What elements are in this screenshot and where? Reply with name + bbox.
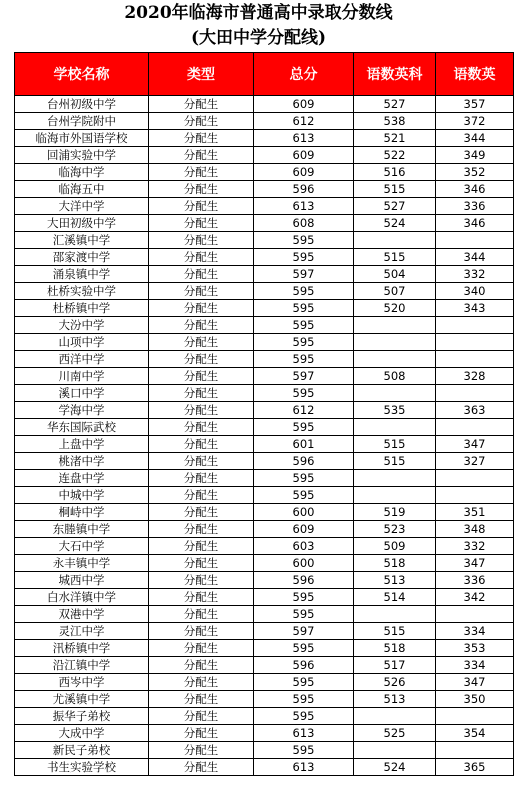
- total-score-cell: 595: [254, 742, 354, 759]
- chn-math-eng-cell: 342: [436, 589, 514, 606]
- total-score-cell: 595: [254, 283, 354, 300]
- school-name-cell: 邵家渡中学: [15, 249, 149, 266]
- school-name-cell: 临海五中: [15, 181, 149, 198]
- school-name-cell: 书生实验学校: [15, 759, 149, 776]
- chn-math-eng-sci-cell: [354, 742, 436, 759]
- table-row: [15, 283, 514, 300]
- type-cell: 分配生: [149, 283, 254, 300]
- table-row: [15, 657, 514, 674]
- chn-math-eng-sci-cell: [354, 385, 436, 402]
- school-name-cell: 山项中学: [15, 334, 149, 351]
- chn-math-eng-cell: 336: [436, 572, 514, 589]
- table-row: [15, 300, 514, 317]
- total-score-cell: 596: [254, 572, 354, 589]
- total-score-cell: 612: [254, 402, 354, 419]
- chn-math-eng-sci-cell: [354, 708, 436, 725]
- table-row: [15, 130, 514, 147]
- type-cell: 分配生: [149, 385, 254, 402]
- school-name-cell: 城西中学: [15, 572, 149, 589]
- type-cell: 分配生: [149, 572, 254, 589]
- chn-math-eng-sci-cell: 515: [354, 453, 436, 470]
- chn-math-eng-sci-cell: 524: [354, 215, 436, 232]
- total-score-cell: 595: [254, 487, 354, 504]
- total-score-cell: 609: [254, 147, 354, 164]
- total-score-cell: 609: [254, 96, 354, 113]
- chn-math-eng-sci-cell: [354, 606, 436, 623]
- school-name-cell: 新民子弟校: [15, 742, 149, 759]
- chn-math-eng-sci-cell: 513: [354, 691, 436, 708]
- table-row: [15, 453, 514, 470]
- school-name-cell: 白水洋镇中学: [15, 589, 149, 606]
- total-score-cell: 595: [254, 708, 354, 725]
- total-score-cell: 613: [254, 725, 354, 742]
- chn-math-eng-sci-cell: [354, 487, 436, 504]
- chn-math-eng-cell: 332: [436, 538, 514, 555]
- chn-math-eng-cell: 354: [436, 725, 514, 742]
- total-score-cell: 595: [254, 589, 354, 606]
- chn-math-eng-cell: 351: [436, 504, 514, 521]
- chn-math-eng-sci-cell: 520: [354, 300, 436, 317]
- chn-math-eng-cell: 334: [436, 623, 514, 640]
- total-score-cell: 600: [254, 504, 354, 521]
- type-cell: 分配生: [149, 215, 254, 232]
- chn-math-eng-sci-cell: 515: [354, 436, 436, 453]
- table-row: [15, 113, 514, 130]
- chn-math-eng-cell: [436, 487, 514, 504]
- table-row: [15, 640, 514, 657]
- type-cell: 分配生: [149, 113, 254, 130]
- type-cell: 分配生: [149, 351, 254, 368]
- type-cell: 分配生: [149, 487, 254, 504]
- table-row: [15, 334, 514, 351]
- table-row: [15, 623, 514, 640]
- chn-math-eng-cell: 350: [436, 691, 514, 708]
- score-table: [14, 52, 514, 776]
- table-row: [15, 589, 514, 606]
- table-row: [15, 181, 514, 198]
- type-cell: 分配生: [149, 198, 254, 215]
- table-body: [15, 96, 514, 776]
- header-type: 类型: [149, 53, 254, 96]
- table-row: [15, 385, 514, 402]
- school-name-cell: 杜桥实验中学: [15, 283, 149, 300]
- total-score-cell: 608: [254, 215, 354, 232]
- chn-math-eng-cell: [436, 470, 514, 487]
- total-score-cell: 597: [254, 623, 354, 640]
- chn-math-eng-sci-cell: 519: [354, 504, 436, 521]
- type-cell: 分配生: [149, 640, 254, 657]
- school-name-cell: 西岑中学: [15, 674, 149, 691]
- school-name-cell: 川南中学: [15, 368, 149, 385]
- school-name-cell: 灵江中学: [15, 623, 149, 640]
- type-cell: 分配生: [149, 300, 254, 317]
- type-cell: 分配生: [149, 725, 254, 742]
- school-name-cell: 桃渚中学: [15, 453, 149, 470]
- chn-math-eng-sci-cell: 515: [354, 623, 436, 640]
- table-row: [15, 504, 514, 521]
- chn-math-eng-cell: 372: [436, 113, 514, 130]
- chn-math-eng-sci-cell: 514: [354, 589, 436, 606]
- chn-math-eng-cell: [436, 351, 514, 368]
- type-cell: 分配生: [149, 623, 254, 640]
- school-name-cell: 尤溪镇中学: [15, 691, 149, 708]
- chn-math-eng-sci-cell: 526: [354, 674, 436, 691]
- type-cell: 分配生: [149, 317, 254, 334]
- chn-math-eng-cell: 343: [436, 300, 514, 317]
- header-chn-math-eng-sci: 语数英科: [354, 53, 436, 96]
- type-cell: 分配生: [149, 606, 254, 623]
- chn-math-eng-sci-cell: 538: [354, 113, 436, 130]
- chn-math-eng-sci-cell: 518: [354, 640, 436, 657]
- chn-math-eng-cell: [436, 232, 514, 249]
- chn-math-eng-cell: 352: [436, 164, 514, 181]
- chn-math-eng-sci-cell: [354, 232, 436, 249]
- total-score-cell: 596: [254, 453, 354, 470]
- total-score-cell: 595: [254, 351, 354, 368]
- table-row: [15, 249, 514, 266]
- chn-math-eng-sci-cell: 515: [354, 181, 436, 198]
- total-score-cell: 595: [254, 674, 354, 691]
- chn-math-eng-cell: 327: [436, 453, 514, 470]
- chn-math-eng-cell: [436, 419, 514, 436]
- school-name-cell: 连盘中学: [15, 470, 149, 487]
- school-name-cell: 台州初级中学: [15, 96, 149, 113]
- table-row: [15, 368, 514, 385]
- school-name-cell: 汛桥镇中学: [15, 640, 149, 657]
- school-name-cell: 西洋中学: [15, 351, 149, 368]
- chn-math-eng-cell: 347: [436, 436, 514, 453]
- chn-math-eng-sci-cell: 521: [354, 130, 436, 147]
- school-name-cell: 学海中学: [15, 402, 149, 419]
- total-score-cell: 600: [254, 555, 354, 572]
- page-title: 2020年临海市普通高中录取分数线: [124, 3, 393, 23]
- total-score-cell: 603: [254, 538, 354, 555]
- type-cell: 分配生: [149, 147, 254, 164]
- table-row: [15, 147, 514, 164]
- type-cell: 分配生: [149, 181, 254, 198]
- table-row: [15, 521, 514, 538]
- total-score-cell: 595: [254, 334, 354, 351]
- table-row: [15, 164, 514, 181]
- chn-math-eng-sci-cell: 513: [354, 572, 436, 589]
- chn-math-eng-sci-cell: [354, 351, 436, 368]
- school-name-cell: 东塍镇中学: [15, 521, 149, 538]
- type-cell: 分配生: [149, 130, 254, 147]
- header-school-name: 学校名称: [15, 53, 149, 96]
- chn-math-eng-sci-cell: 527: [354, 198, 436, 215]
- chn-math-eng-sci-cell: 527: [354, 96, 436, 113]
- title-block: [0, 0, 517, 52]
- chn-math-eng-cell: 344: [436, 249, 514, 266]
- school-name-cell: 涌泉镇中学: [15, 266, 149, 283]
- school-name-cell: 桐峙中学: [15, 504, 149, 521]
- header-total-score: 总分: [254, 53, 354, 96]
- total-score-cell: 595: [254, 300, 354, 317]
- type-cell: 分配生: [149, 232, 254, 249]
- chn-math-eng-sci-cell: 522: [354, 147, 436, 164]
- table-row: [15, 691, 514, 708]
- school-name-cell: 上盘中学: [15, 436, 149, 453]
- table-row: [15, 572, 514, 589]
- chn-math-eng-cell: [436, 334, 514, 351]
- chn-math-eng-cell: 347: [436, 674, 514, 691]
- type-cell: 分配生: [149, 334, 254, 351]
- chn-math-eng-cell: 347: [436, 555, 514, 572]
- chn-math-eng-sci-cell: [354, 419, 436, 436]
- school-name-cell: 中城中学: [15, 487, 149, 504]
- school-name-cell: 回浦实验中学: [15, 147, 149, 164]
- total-score-cell: 613: [254, 198, 354, 215]
- table-row: [15, 96, 514, 113]
- total-score-cell: 595: [254, 385, 354, 402]
- table-row: [15, 759, 514, 776]
- table-row: [15, 538, 514, 555]
- chn-math-eng-sci-cell: 523: [354, 521, 436, 538]
- school-name-cell: 临海中学: [15, 164, 149, 181]
- header-chn-math-eng: 语数英: [436, 53, 514, 96]
- type-cell: 分配生: [149, 266, 254, 283]
- school-name-cell: 大石中学: [15, 538, 149, 555]
- school-name-cell: 永丰镇中学: [15, 555, 149, 572]
- chn-math-eng-cell: 332: [436, 266, 514, 283]
- total-score-cell: 596: [254, 181, 354, 198]
- type-cell: 分配生: [149, 742, 254, 759]
- school-name-cell: 双港中学: [15, 606, 149, 623]
- chn-math-eng-sci-cell: 525: [354, 725, 436, 742]
- chn-math-eng-sci-cell: 516: [354, 164, 436, 181]
- total-score-cell: 609: [254, 164, 354, 181]
- chn-math-eng-sci-cell: 507: [354, 283, 436, 300]
- type-cell: 分配生: [149, 555, 254, 572]
- type-cell: 分配生: [149, 402, 254, 419]
- chn-math-eng-cell: 344: [436, 130, 514, 147]
- table-row: [15, 674, 514, 691]
- total-score-cell: 613: [254, 130, 354, 147]
- chn-math-eng-cell: 336: [436, 198, 514, 215]
- type-cell: 分配生: [149, 504, 254, 521]
- table-row: [15, 215, 514, 232]
- chn-math-eng-cell: [436, 317, 514, 334]
- chn-math-eng-cell: [436, 385, 514, 402]
- school-name-cell: 溪口中学: [15, 385, 149, 402]
- total-score-cell: 595: [254, 232, 354, 249]
- type-cell: 分配生: [149, 674, 254, 691]
- school-name-cell: 大汾中学: [15, 317, 149, 334]
- type-cell: 分配生: [149, 96, 254, 113]
- type-cell: 分配生: [149, 589, 254, 606]
- table-row: [15, 436, 514, 453]
- school-name-cell: 杜桥镇中学: [15, 300, 149, 317]
- table-row: [15, 606, 514, 623]
- school-name-cell: 大成中学: [15, 725, 149, 742]
- table-row: [15, 402, 514, 419]
- school-name-cell: 大洋中学: [15, 198, 149, 215]
- type-cell: 分配生: [149, 657, 254, 674]
- school-name-cell: 大田初级中学: [15, 215, 149, 232]
- page-subtitle: (大田中学分配线): [190, 28, 327, 48]
- total-score-cell: 597: [254, 266, 354, 283]
- chn-math-eng-sci-cell: 504: [354, 266, 436, 283]
- total-score-cell: 595: [254, 419, 354, 436]
- type-cell: 分配生: [149, 708, 254, 725]
- table-row: [15, 725, 514, 742]
- total-score-cell: 609: [254, 521, 354, 538]
- chn-math-eng-cell: 348: [436, 521, 514, 538]
- chn-math-eng-sci-cell: [354, 317, 436, 334]
- total-score-cell: 595: [254, 691, 354, 708]
- total-score-cell: 595: [254, 470, 354, 487]
- school-name-cell: 台州学院附中: [15, 113, 149, 130]
- header-row: [15, 53, 514, 96]
- table-row: [15, 317, 514, 334]
- type-cell: 分配生: [149, 368, 254, 385]
- type-cell: 分配生: [149, 691, 254, 708]
- chn-math-eng-cell: [436, 606, 514, 623]
- chn-math-eng-cell: 349: [436, 147, 514, 164]
- chn-math-eng-sci-cell: 524: [354, 759, 436, 776]
- table-row: [15, 708, 514, 725]
- chn-math-eng-cell: 328: [436, 368, 514, 385]
- chn-math-eng-sci-cell: [354, 470, 436, 487]
- total-score-cell: 595: [254, 317, 354, 334]
- type-cell: 分配生: [149, 538, 254, 555]
- chn-math-eng-cell: 346: [436, 181, 514, 198]
- table-row: [15, 232, 514, 249]
- type-cell: 分配生: [149, 470, 254, 487]
- type-cell: 分配生: [149, 164, 254, 181]
- table-row: [15, 351, 514, 368]
- chn-math-eng-cell: [436, 708, 514, 725]
- chn-math-eng-cell: 363: [436, 402, 514, 419]
- chn-math-eng-cell: 346: [436, 215, 514, 232]
- school-name-cell: 临海市外国语学校: [15, 130, 149, 147]
- type-cell: 分配生: [149, 249, 254, 266]
- table-row: [15, 198, 514, 215]
- school-name-cell: 汇溪镇中学: [15, 232, 149, 249]
- school-name-cell: 华东国际武校: [15, 419, 149, 436]
- type-cell: 分配生: [149, 759, 254, 776]
- type-cell: 分配生: [149, 436, 254, 453]
- chn-math-eng-sci-cell: 517: [354, 657, 436, 674]
- total-score-cell: 595: [254, 640, 354, 657]
- table-row: [15, 266, 514, 283]
- chn-math-eng-sci-cell: 518: [354, 555, 436, 572]
- chn-math-eng-cell: [436, 742, 514, 759]
- chn-math-eng-sci-cell: 535: [354, 402, 436, 419]
- total-score-cell: 601: [254, 436, 354, 453]
- chn-math-eng-sci-cell: 515: [354, 249, 436, 266]
- total-score-cell: 597: [254, 368, 354, 385]
- table-row: [15, 742, 514, 759]
- total-score-cell: 595: [254, 606, 354, 623]
- type-cell: 分配生: [149, 453, 254, 470]
- total-score-cell: 613: [254, 759, 354, 776]
- chn-math-eng-cell: 357: [436, 96, 514, 113]
- school-name-cell: 沿江镇中学: [15, 657, 149, 674]
- chn-math-eng-sci-cell: 508: [354, 368, 436, 385]
- chn-math-eng-cell: 365: [436, 759, 514, 776]
- table-row: [15, 470, 514, 487]
- total-score-cell: 596: [254, 657, 354, 674]
- chn-math-eng-cell: 334: [436, 657, 514, 674]
- total-score-cell: 612: [254, 113, 354, 130]
- chn-math-eng-cell: 353: [436, 640, 514, 657]
- chn-math-eng-cell: 340: [436, 283, 514, 300]
- type-cell: 分配生: [149, 521, 254, 538]
- school-name-cell: 振华子弟校: [15, 708, 149, 725]
- table-row: [15, 555, 514, 572]
- table-row: [15, 487, 514, 504]
- total-score-cell: 595: [254, 249, 354, 266]
- chn-math-eng-sci-cell: 509: [354, 538, 436, 555]
- chn-math-eng-sci-cell: [354, 334, 436, 351]
- table-row: [15, 419, 514, 436]
- type-cell: 分配生: [149, 419, 254, 436]
